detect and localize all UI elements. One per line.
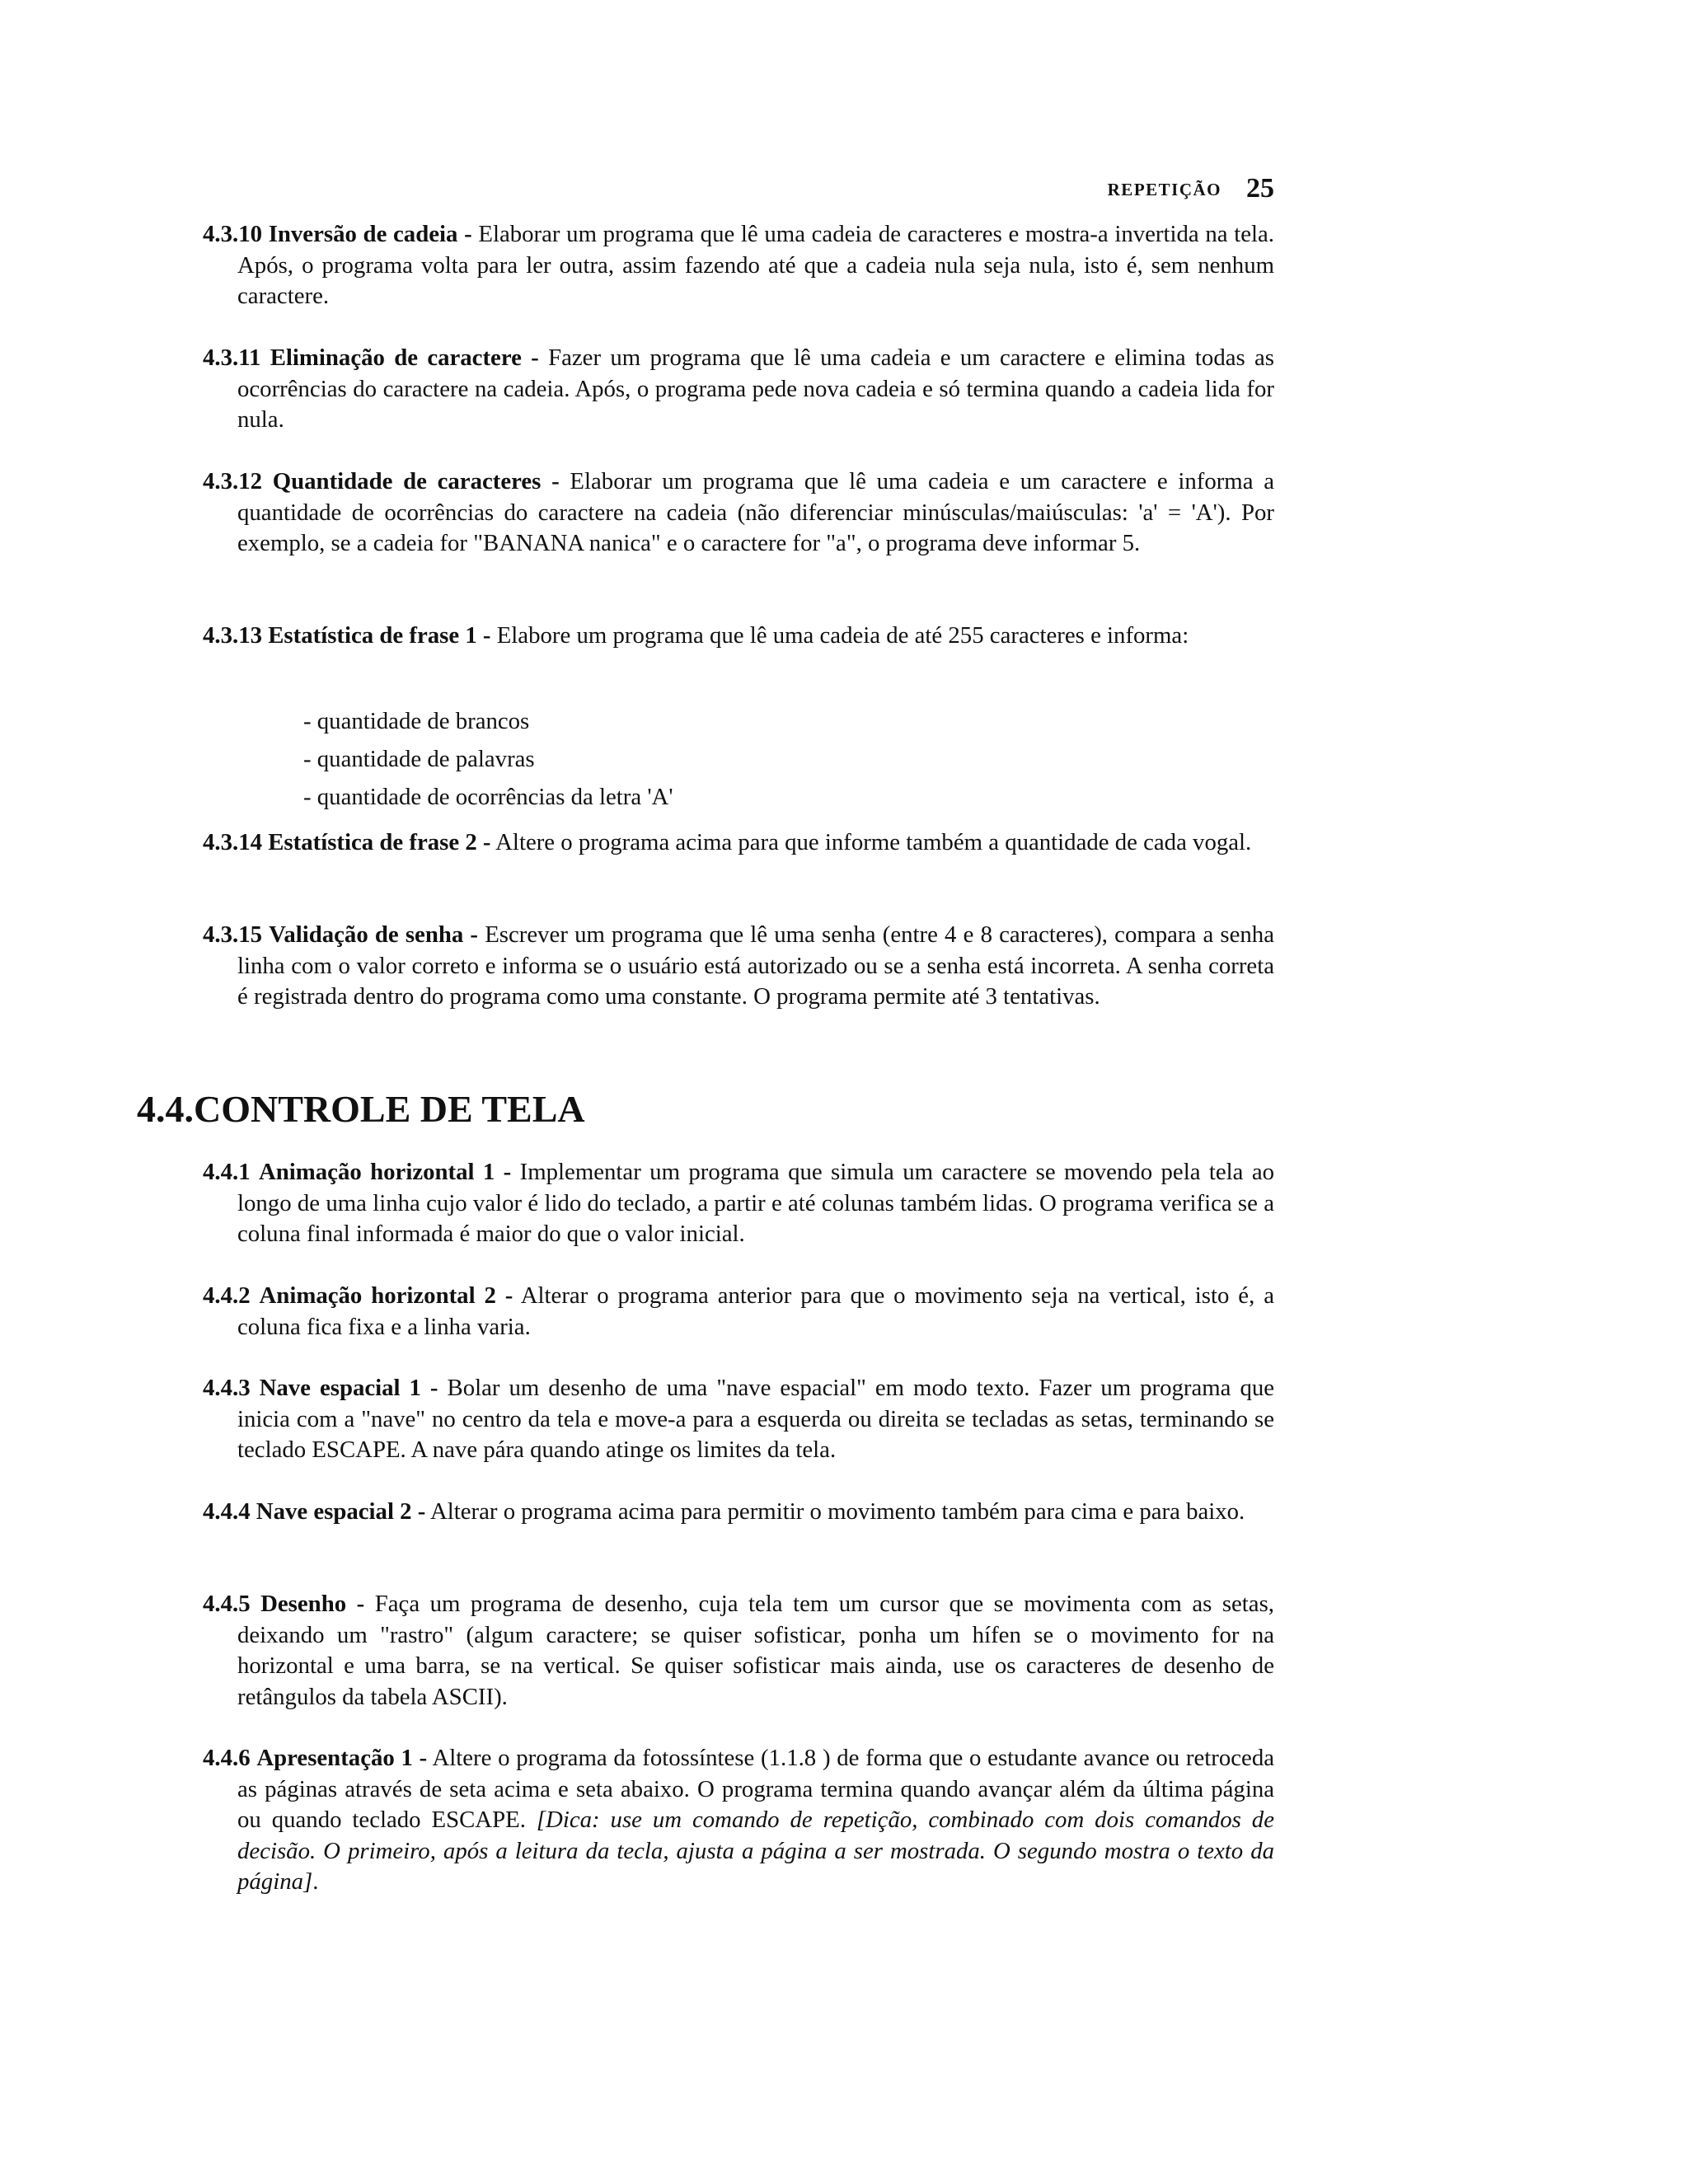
- exercise-4-3-13: [203, 621, 1274, 652]
- exercise-number: 4.3.14: [203, 829, 262, 855]
- exercise-4-3-15: [203, 920, 1274, 1013]
- exercise-paragraph: [203, 1281, 1274, 1343]
- exercise-text: Alterar o programa acima para permitir o movimento também para cima e para baixo.: [429, 1498, 1245, 1525]
- exercise-title: Eliminação de caractere -: [270, 344, 539, 371]
- exercise-number: 4.4.1: [203, 1159, 251, 1185]
- exercise-title: Validação de senha -: [269, 921, 479, 948]
- exercise-paragraph: [203, 920, 1274, 1013]
- exercise-text: Escrever um programa que lê uma senha (entre 4 e 8 caracteres), compara a senha linha com o valor correto e informa se o usuário está autorizado ou se a senha está incorreta. A senha correta é registrada dentro do programa como uma constante. O programa permite até 3 tentativas.: [237, 921, 1274, 1010]
- exercise-4-3-12: [203, 466, 1274, 560]
- exercise-4-4-5: [203, 1589, 1274, 1713]
- exercise-title: Nave espacial 1 -: [259, 1375, 438, 1401]
- exercise-title: Apresentação 1 -: [256, 1745, 428, 1771]
- exercise-title: Nave espacial 2 -: [256, 1498, 426, 1525]
- exercise-title: Animação horizontal 1 -: [258, 1159, 512, 1185]
- exercise-text: Faça um programa de desenho, cuja tela tem um cursor que se movimenta com as setas, deixando um "rastro" (algum caractere; se quiser sofisticar, ponha um hífen se o movimento for na horizontal e uma barra, se na vertical. Se quiser sofisticar mais ainda, use os caracteres de desenho de retângulos da tabela ASCII).: [237, 1591, 1274, 1710]
- exercise-number: 4.4.2: [203, 1282, 251, 1309]
- exercise-paragraph: [203, 1743, 1274, 1898]
- exercise-4-4-6: [203, 1743, 1274, 1898]
- exercise-paragraph: [203, 1589, 1274, 1713]
- exercise-text: Altere o programa acima para que informe também a quantidade de cada vogal.: [495, 829, 1252, 855]
- exercise-text: Altere o programa da fotossíntese (1.1.8 ) de forma que o estudante avance ou retroceda as páginas através de seta acima e seta abaixo. O programa termina quando avançar além da última página ou quando teclado ESCAPE.: [237, 1745, 1274, 1833]
- exercise-number: 4.4.5: [203, 1591, 251, 1617]
- statistics-list: [303, 702, 1210, 816]
- exercise-title: Inversão de cadeia -: [268, 221, 472, 247]
- exercise-title: Quantidade de caracteres -: [272, 468, 560, 494]
- exercise-title: Desenho -: [260, 1591, 365, 1617]
- list-item: - quantidade de brancos: [303, 708, 530, 734]
- exercise-4-3-14: [203, 827, 1274, 859]
- running-head: [203, 168, 1274, 210]
- exercise-4-4-2: [203, 1281, 1274, 1343]
- exercise-text: Bolar um desenho de uma "nave espacial" em modo texto. Fazer um programa que inicia com a "nave" no centro da tela e move-a para a esquerda ou direita se tecladas as setas, terminando se teclado ESCAPE. A nave pára quando atinge os limites da tela.: [237, 1375, 1275, 1463]
- exercise-text: Implementar um programa que simula um caractere se movendo pela tela ao longo de uma linha cujo valor é lido do teclado, a partir e até colunas também lidas. O programa verifica se a coluna final informada é maior do que o valor inicial.: [237, 1159, 1275, 1247]
- exercise-number: 4.4.4: [203, 1498, 251, 1525]
- exercise-paragraph: [203, 1157, 1274, 1250]
- exercise-title: Animação horizontal 2 -: [259, 1282, 513, 1309]
- exercise-text: Elabore um programa que lê uma cadeia de até 255 caracteres e informa:: [496, 622, 1189, 649]
- list-item: - quantidade de ocorrências da letra 'A': [303, 784, 673, 810]
- exercise-paragraph: [203, 219, 1274, 312]
- page-number: 25: [1246, 173, 1274, 204]
- exercise-paragraph: [203, 621, 1274, 652]
- exercise-4-3-10: [203, 219, 1274, 312]
- exercise-4-4-3: [203, 1373, 1274, 1466]
- exercise-number: 4.4.6: [203, 1745, 251, 1771]
- exercise-4-4-4: [203, 1497, 1274, 1528]
- exercise-number: 4.3.11: [203, 344, 261, 371]
- exercise-number: 4.3.10: [203, 221, 262, 247]
- exercise-text: Alterar o programa anterior para que o movimento seja na vertical, isto é, a coluna fica fixa e a linha varia.: [237, 1282, 1274, 1340]
- exercise-paragraph: [203, 466, 1274, 560]
- exercise-text: Elaborar um programa que lê uma cadeia e um caractere e informa a quantidade de ocorrências do caractere na cadeia (não diferenciar minúsculas/maiúsculas: 'a' = 'A'). Por exemplo, se a cadeia for "BANANA nanica" e o caractere for "a", o programa deve informar 5.: [237, 468, 1274, 556]
- exercise-paragraph: [203, 1373, 1274, 1466]
- exercise-paragraph: [203, 343, 1274, 436]
- exercise-number: 4.3.15: [203, 921, 262, 948]
- exercise-title: Estatística de frase 1 -: [268, 622, 491, 649]
- section-heading: 4.4.CONTROLE DE TELA: [137, 1088, 585, 1130]
- exercise-number: 4.3.13: [203, 622, 262, 649]
- exercise-4-3-11: [203, 343, 1274, 436]
- exercise-paragraph: [203, 827, 1274, 859]
- exercise-tip: [Dica: use um comando de repetição, combinado com dois comandos de decisão. O primeiro, após a leitura da tecla, ajusta a página a ser mostrada. O segundo mostra o texto da página]: [237, 1807, 1274, 1895]
- exercise-text: Elaborar um programa que lê uma cadeia de caracteres e mostra-a invertida na tela. Após, o programa volta para ler outra, assim fazendo até que a cadeia nula seja nula, isto é, sem nenhum caractere.: [237, 221, 1275, 309]
- exercise-text: Fazer um programa que lê uma cadeia e um caractere e elimina todas as ocorrências do caractere na cadeia. Após, o programa pede nova cadeia e só termina quando a cadeia lida for nula.: [237, 344, 1274, 433]
- exercise-4-4-1: [203, 1157, 1274, 1250]
- chapter-title: REPETIÇÃO: [1107, 180, 1221, 199]
- exercise-number: 4.3.12: [203, 468, 262, 494]
- closing-period: .: [312, 1868, 319, 1895]
- exercise-title: Estatística de frase 2 -: [268, 829, 491, 855]
- exercise-paragraph: [203, 1497, 1274, 1528]
- list-item: - quantidade de palavras: [303, 746, 535, 772]
- exercise-number: 4.4.3: [203, 1375, 251, 1401]
